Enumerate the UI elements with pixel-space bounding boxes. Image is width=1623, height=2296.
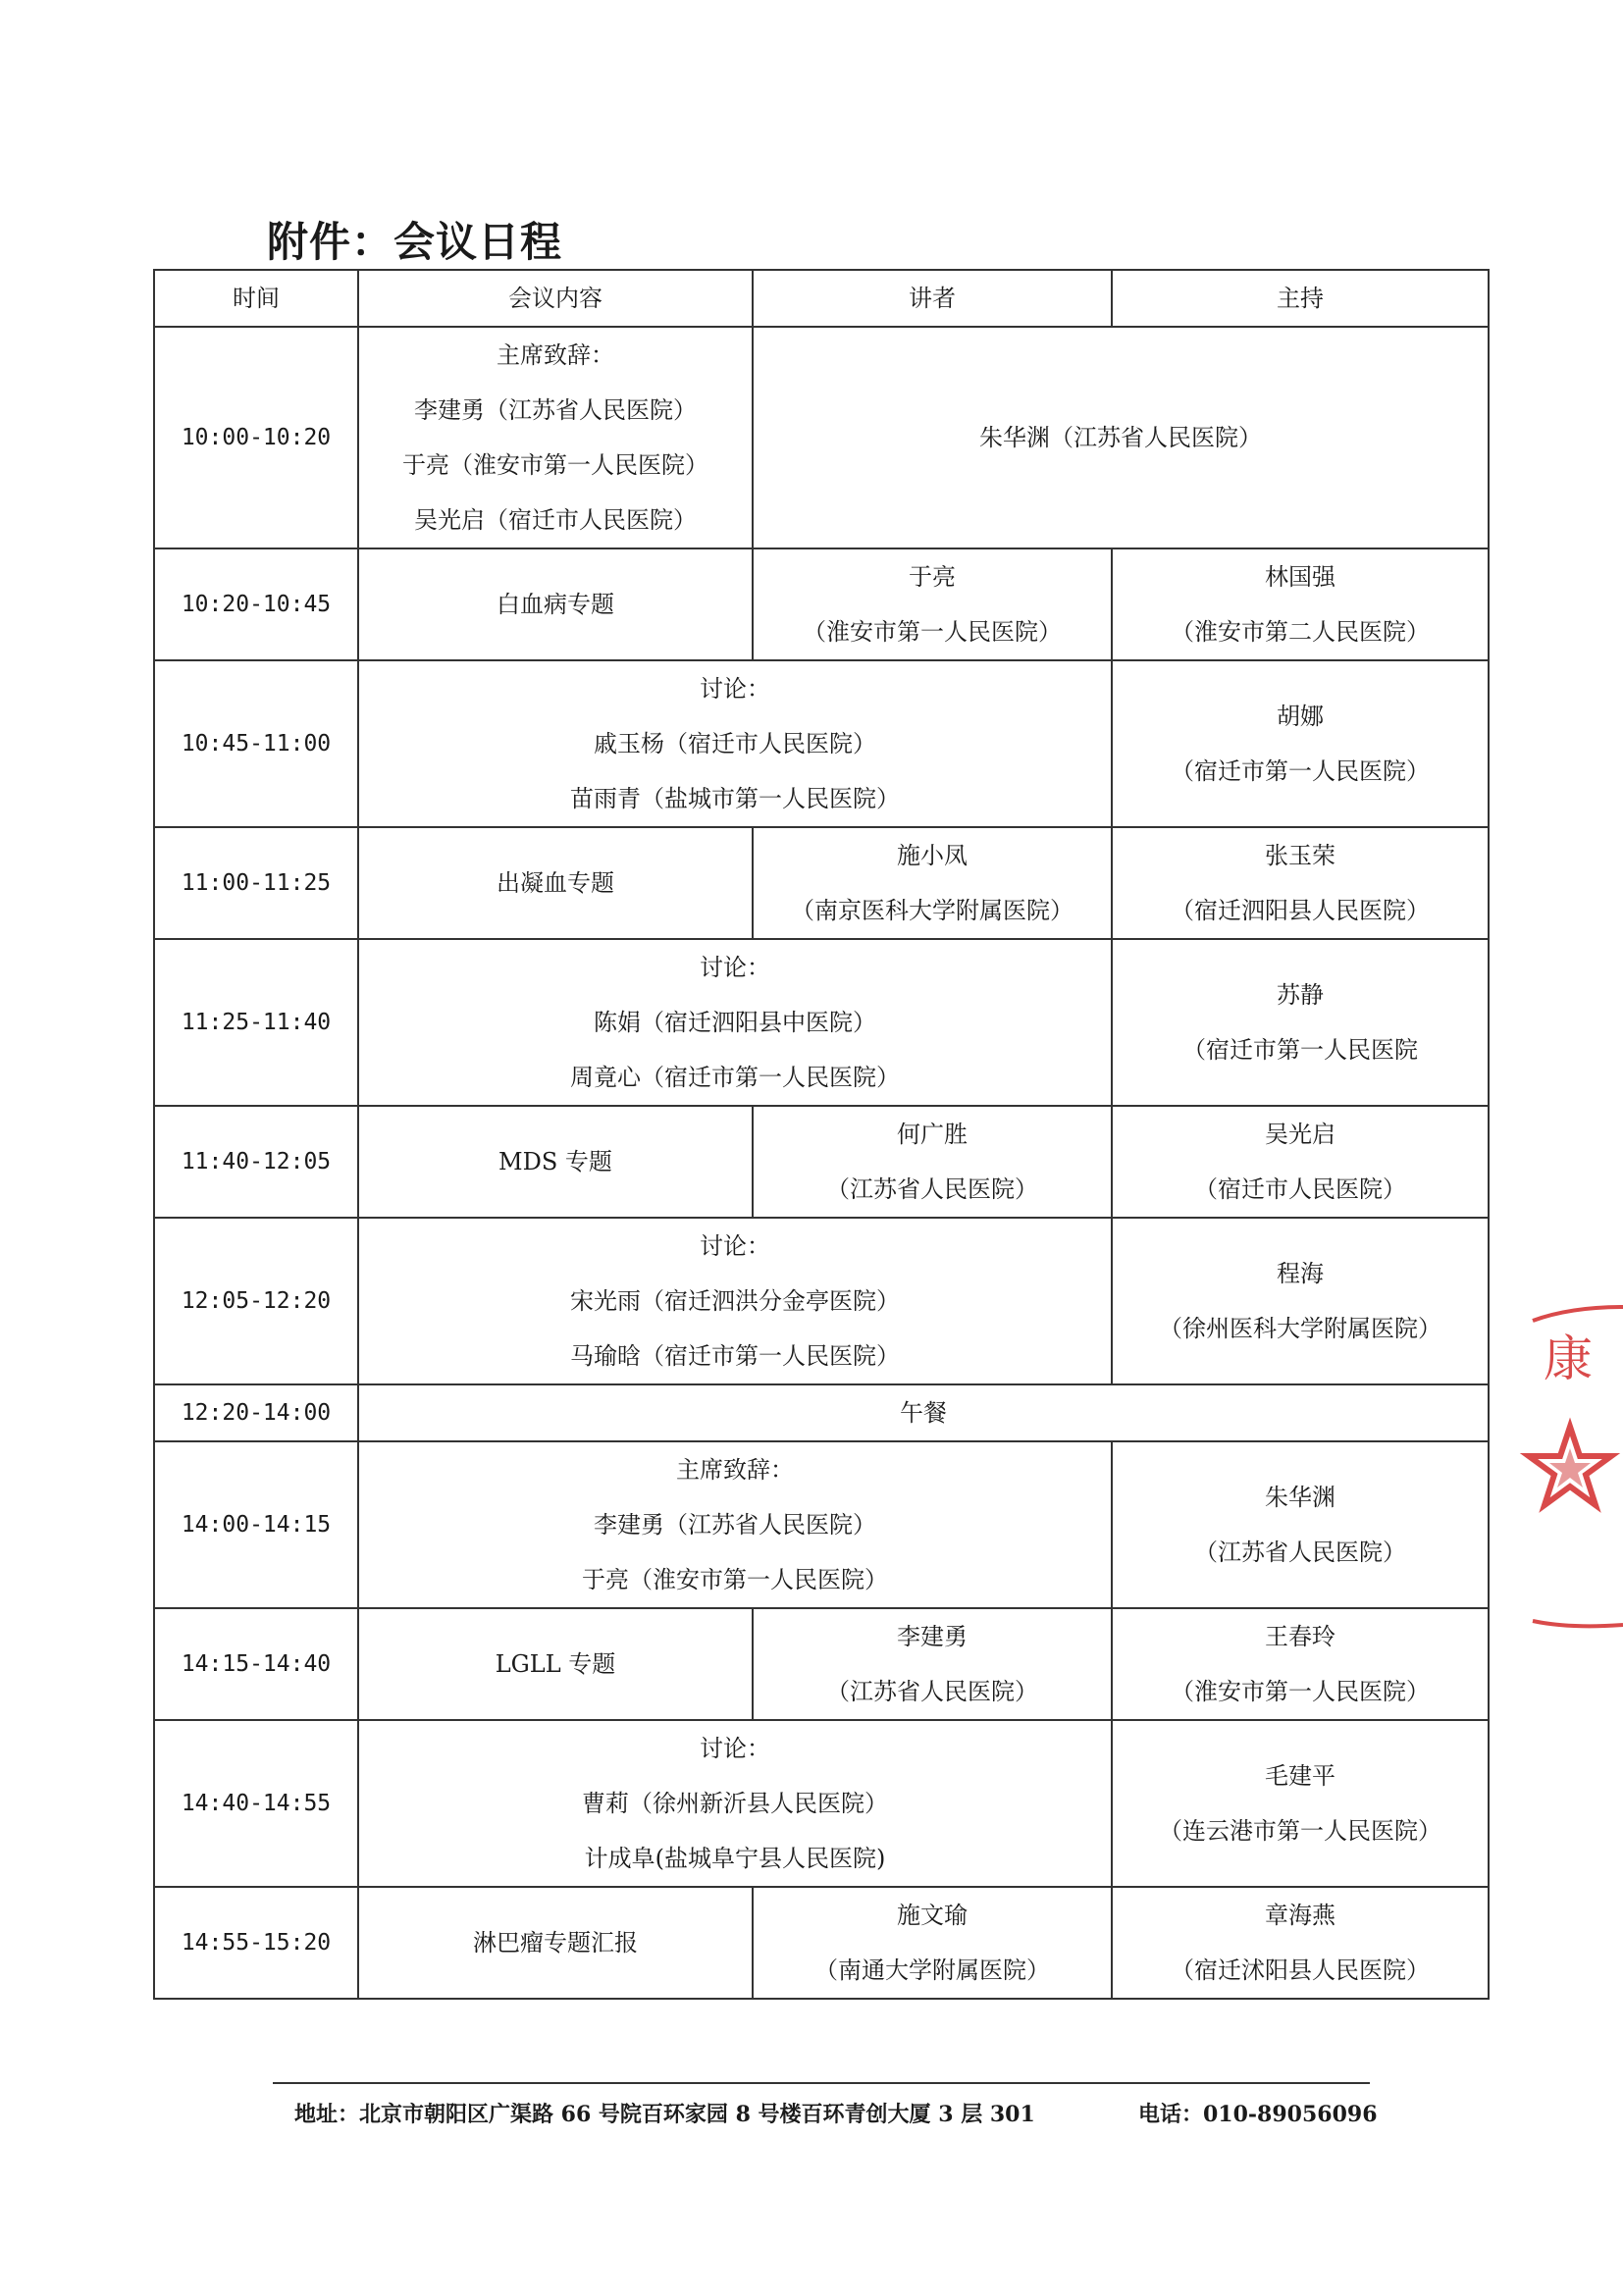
row-time: 11:40-12:05	[154, 1106, 358, 1218]
table-row	[154, 327, 1489, 548]
row-host	[1112, 827, 1489, 939]
content-line: 陈娟（宿迁泗阳县中医院）	[594, 1009, 876, 1036]
table-row	[154, 1384, 1489, 1441]
host-name: 毛建平	[1265, 1762, 1335, 1790]
content-line: 讨论：	[700, 675, 770, 703]
row-speaker	[753, 548, 1112, 660]
row-content	[358, 1218, 1112, 1384]
row-content: MDS 专题	[358, 1106, 753, 1218]
row-host	[1112, 1720, 1489, 1887]
table-row	[154, 1887, 1489, 1999]
table-header-row	[154, 270, 1489, 327]
seal-arc-bottom	[1533, 1621, 1623, 1626]
row-time: 14:00-14:15	[154, 1441, 358, 1608]
row-host	[1112, 1608, 1489, 1720]
host-affiliation: （淮安市第一人民医院）	[1171, 1678, 1430, 1705]
row-time: 10:20-10:45	[154, 548, 358, 660]
row-time: 14:15-14:40	[154, 1608, 358, 1720]
row-host	[1112, 548, 1489, 660]
content-line: 李建勇（江苏省人民医院）	[594, 1511, 876, 1539]
content-line: 宋光雨（宿迁泗洪分金亭医院）	[570, 1287, 900, 1315]
row-time: 12:05-12:20	[154, 1218, 358, 1384]
row-content	[358, 939, 1112, 1106]
speaker-affiliation: （江苏省人民医院）	[826, 1678, 1038, 1705]
header-speaker: 讲者	[753, 270, 1112, 327]
document-title: 附件：会议日程	[267, 218, 563, 266]
host-name: 章海燕	[1265, 1902, 1335, 1929]
row-time: 11:00-11:25	[154, 827, 358, 939]
row-content: LGLL 专题	[358, 1608, 753, 1720]
host-affiliation: （宿迁市人民医院）	[1194, 1175, 1406, 1203]
header-host: 主持	[1112, 270, 1489, 327]
content-line: 戚玉杨（宿迁市人民医院）	[594, 730, 876, 757]
table-row	[154, 1218, 1489, 1384]
speaker-name: 施小凤	[897, 842, 968, 869]
schedule-table	[153, 269, 1490, 2000]
content-line: 于亮（淮安市第一人民医院）	[402, 451, 708, 479]
row-speaker	[753, 1106, 1112, 1218]
row-content: 出凝血专题	[358, 827, 753, 939]
host-name: 胡娜	[1277, 703, 1324, 730]
host-affiliation: （连云港市第一人民医院）	[1159, 1817, 1441, 1845]
row-host	[1112, 660, 1489, 827]
table-row	[154, 1441, 1489, 1608]
content-line: 苗雨青（盐城市第一人民医院）	[570, 785, 900, 812]
content-line: 马瑜晗（宿迁市第一人民医院）	[570, 1342, 900, 1370]
host-name: 张玉荣	[1265, 842, 1335, 869]
content-line: 讨论：	[700, 1735, 770, 1762]
content-line: 吴光启（宿迁市人民医院）	[414, 506, 697, 534]
host-affiliation: （淮安市第二人民医院）	[1171, 618, 1430, 646]
seal-character: 康	[1544, 1331, 1593, 1387]
content-line: 讨论：	[700, 1232, 770, 1260]
footer-phone: 电话：010-89056096	[1138, 2102, 1378, 2127]
host-name: 王春玲	[1265, 1623, 1335, 1650]
row-host	[1112, 1218, 1489, 1384]
row-time: 11:25-11:40	[154, 939, 358, 1106]
speaker-affiliation: （淮安市第一人民医院）	[803, 618, 1062, 646]
host-affiliation: （徐州医科大学附属医院）	[1159, 1315, 1441, 1342]
row-host	[1112, 1441, 1489, 1608]
table-row	[154, 827, 1489, 939]
header-content: 会议内容	[358, 270, 753, 327]
seal-arc-top	[1533, 1307, 1623, 1321]
table-row	[154, 1720, 1489, 1887]
table-row	[154, 939, 1489, 1106]
row-content: 午餐	[358, 1384, 1489, 1441]
speaker-affiliation: （南通大学附属医院）	[814, 1957, 1050, 1984]
host-affiliation: （宿迁市第一人民医院	[1182, 1036, 1418, 1064]
speaker-affiliation: （江苏省人民医院）	[826, 1175, 1038, 1203]
table-row	[154, 548, 1489, 660]
row-host	[1112, 1106, 1489, 1218]
host-affiliation: （宿迁沭阳县人民医院）	[1171, 1957, 1430, 1984]
table-row	[154, 1608, 1489, 1720]
row-content	[358, 327, 753, 548]
footer	[294, 2098, 1378, 2128]
speaker-name: 施文瑜	[897, 1902, 968, 1929]
host-name: 程海	[1277, 1260, 1324, 1287]
footer-address: 地址：北京市朝阳区广渠路 66 号院百环家园 8 号楼百环青创大厦 3 层 301	[294, 2102, 1035, 2127]
content-line: 曹莉（徐州新沂县人民医院）	[582, 1790, 888, 1817]
content-line: 于亮（淮安市第一人民医院）	[582, 1566, 888, 1593]
host-affiliation: （宿迁泗阳县人民医院）	[1171, 897, 1430, 924]
content-line: 李建勇（江苏省人民医院）	[414, 396, 697, 424]
row-speaker	[753, 1887, 1112, 1999]
host-name: 苏静	[1277, 981, 1324, 1009]
content-line: 计成阜(盐城阜宁县人民医院)	[584, 1845, 886, 1872]
seal-star-icon	[1529, 1427, 1611, 1505]
header-time: 时间	[154, 270, 358, 327]
row-time: 12:20-14:00	[154, 1384, 358, 1441]
row-content	[358, 1720, 1112, 1887]
row-time: 10:00-10:20	[154, 327, 358, 548]
table-row	[154, 1106, 1489, 1218]
host-name: 林国强	[1265, 563, 1335, 591]
speaker-name: 于亮	[909, 563, 956, 591]
content-line: 主席致辞：	[497, 341, 614, 369]
row-time: 14:55-15:20	[154, 1887, 358, 1999]
content-line: 周竟心（宿迁市第一人民医院）	[570, 1064, 900, 1091]
host-affiliation: （江苏省人民医院）	[1194, 1539, 1406, 1566]
speaker-affiliation: （南京医科大学附属医院）	[791, 897, 1073, 924]
row-speaker	[753, 1608, 1112, 1720]
row-host	[1112, 1887, 1489, 1999]
content-line: 主席致辞：	[676, 1456, 794, 1484]
table-row	[154, 660, 1489, 827]
row-host: 朱华渊（江苏省人民医院）	[753, 327, 1489, 548]
row-content: 白血病专题	[358, 548, 753, 660]
row-speaker	[753, 827, 1112, 939]
seal-stamp	[1511, 1285, 1623, 1648]
speaker-name: 何广胜	[897, 1121, 968, 1148]
row-content	[358, 660, 1112, 827]
row-time: 10:45-11:00	[154, 660, 358, 827]
row-content	[358, 1441, 1112, 1608]
host-name: 吴光启	[1265, 1121, 1335, 1148]
speaker-name: 李建勇	[897, 1623, 968, 1650]
content-line: 讨论：	[700, 954, 770, 981]
host-name: 朱华渊	[1265, 1484, 1335, 1511]
host-affiliation: （宿迁市第一人民医院）	[1171, 757, 1430, 785]
row-content: 淋巴瘤专题汇报	[358, 1887, 753, 1999]
row-time: 14:40-14:55	[154, 1720, 358, 1887]
footer-divider	[273, 2082, 1370, 2084]
row-host	[1112, 939, 1489, 1106]
